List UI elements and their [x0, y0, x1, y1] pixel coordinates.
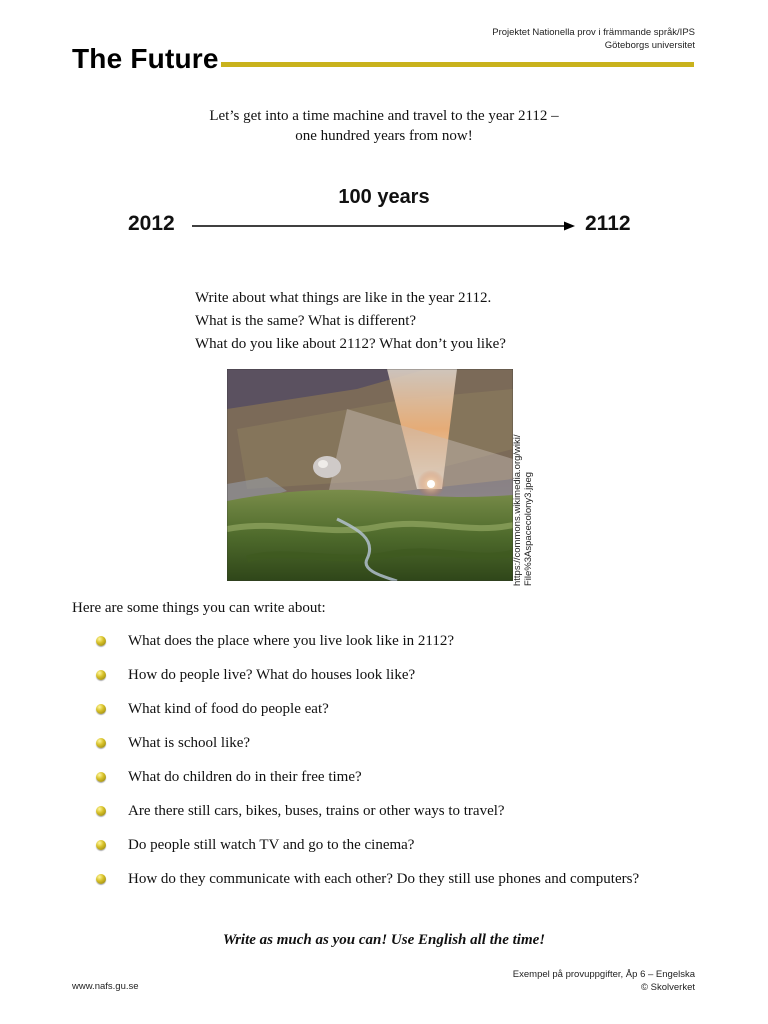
image-credit-line-2: File%3Aspacecolony3.jpeg [523, 471, 534, 586]
question-text: What do children do in their free time? [128, 769, 362, 785]
question-list [96, 632, 656, 904]
bullet-icon [96, 670, 106, 680]
closing-instruction: Write as much as you can! Use English all the time! [222, 932, 546, 948]
question-text: How do people live? What do houses look like? [128, 667, 416, 683]
prompt-line-3: What do you like about 2112? What don’t you like? [195, 336, 506, 352]
list-item [96, 836, 656, 855]
timeline-end-year: 2112 [585, 212, 631, 235]
list-item [96, 768, 656, 787]
question-text: Are there still cars, bikes, buses, trains or other ways to travel? [128, 803, 505, 819]
bullet-icon [96, 772, 106, 782]
timeline-label: 100 years [338, 186, 430, 208]
bullet-icon [96, 704, 106, 714]
intro-line-1: Let’s get into a time machine and travel to the year 2112 – [209, 108, 559, 124]
org-line-2: Göteborgs universitet [604, 40, 695, 51]
bullet-icon [96, 840, 106, 850]
list-item [96, 666, 656, 685]
org-line-1: Projektet Nationella prov i främmande språk/IPS [492, 27, 695, 38]
title-underline-rule [221, 62, 694, 67]
list-item [96, 870, 656, 889]
question-text: Do people still watch TV and go to the cinema? [128, 837, 415, 853]
bullet-icon [96, 738, 106, 748]
image-credit-line-1: https://commons.wikimedia.org/wiki/ [512, 434, 523, 586]
list-item [96, 802, 656, 821]
prompt-line-1: Write about what things are like in the year 2112. [195, 290, 492, 306]
header-organization [492, 26, 695, 52]
intro-line-2: one hundred years from now! [295, 128, 473, 144]
list-item [96, 734, 656, 753]
prompt-line-2: What is the same? What is different? [195, 313, 417, 329]
bullet-icon [96, 874, 106, 884]
bullet-icon [96, 636, 106, 646]
question-text: What kind of food do people eat? [128, 701, 329, 717]
timeline-arrow-icon [192, 218, 576, 234]
writing-prompt [195, 287, 506, 356]
question-text: How do they communicate with each other? Do they still use phones and computers? [128, 871, 640, 887]
page-title: The Future [72, 43, 219, 74]
image-credit [512, 386, 536, 586]
question-text: What does the place where you live look like in 2112? [128, 633, 455, 649]
question-text: What is school like? [128, 735, 251, 751]
list-item [96, 632, 656, 651]
intro-text [0, 106, 768, 146]
timeline-start-year: 2012 [128, 212, 175, 235]
footer-credits [513, 968, 695, 994]
bullet-icon [96, 806, 106, 816]
list-intro: Here are some things you can write about: [72, 600, 326, 616]
footer-website: www.nafs.gu.se [72, 981, 139, 992]
footer-copyright: © Skolverket [641, 982, 695, 993]
footer-exam-line: Exempel på provuppgifter, Åp 6 – Engelska [512, 969, 695, 980]
list-item [96, 700, 656, 719]
space-colony-image [227, 369, 513, 581]
